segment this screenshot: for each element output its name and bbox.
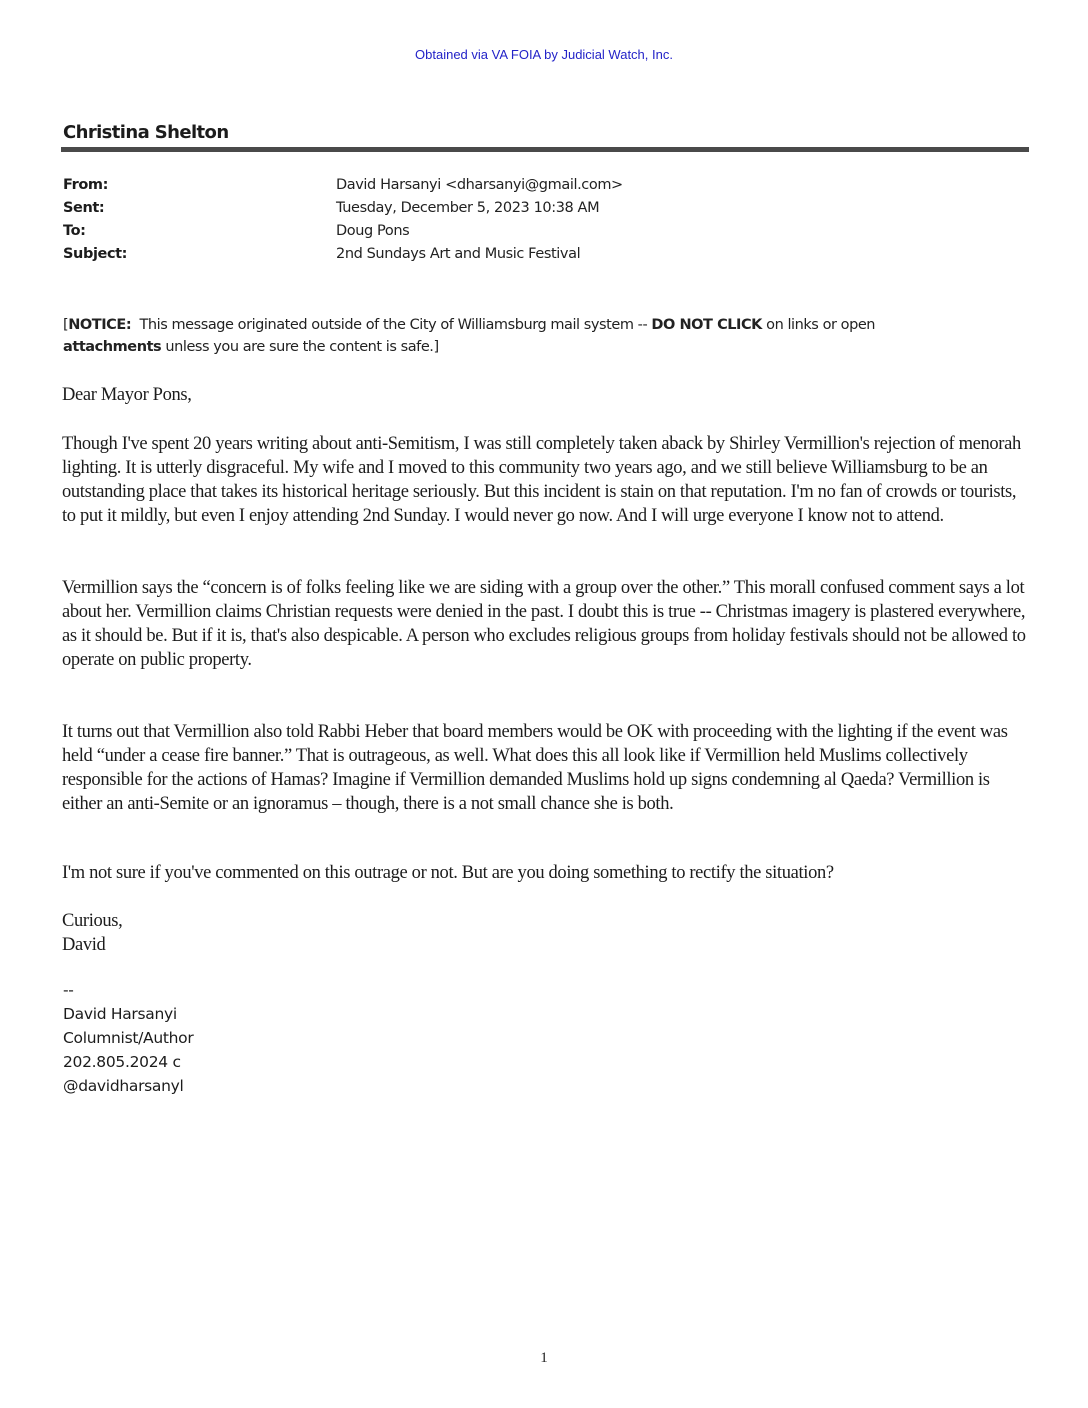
- sent-value: Tuesday, December 5, 2023 10:38 AM: [336, 200, 600, 216]
- mailbox-owner-name: Christina Shelton: [63, 122, 229, 143]
- body-paragraph-2: Vermillion says the “concern is of folks feeling like we are siding with a group over the other.” This morall confused comment says a lot about her. Vermillion claims Christian requests were denied in the past. I doubt this is true -- Christmas imagery is plastered everywhere, as it should be. But if it is, that's also despicable. A person who excludes religious groups from holiday festivals should not be allowed to operate on public property.: [62, 578, 1026, 670]
- closing: Curious,: [62, 911, 123, 931]
- from-row: [63, 174, 1023, 197]
- email-headers: [63, 174, 1023, 266]
- sent-label: Sent:: [63, 200, 105, 216]
- signature-name: David Harsanyi: [63, 1005, 177, 1023]
- page-number: 1: [540, 1350, 548, 1366]
- signature-separator: --: [63, 981, 74, 999]
- to-value: Doug Pons: [336, 223, 410, 239]
- signature-title: Columnist/Author: [63, 1029, 194, 1047]
- from-value: David Harsanyi <dharsanyi@gmail.com>: [336, 177, 623, 193]
- from-label: From:: [63, 177, 108, 193]
- signature-handle: @davidharsanyl: [63, 1077, 184, 1095]
- subject-label: Subject:: [63, 246, 128, 262]
- body-paragraph-1: Though I've spent 20 years writing about anti-Semitism, I was still completely taken aback by Shirley Vermillion's rejection of menorah lighting. It is utterly disgraceful. My wife and I moved to this community two years ago, and we still believe Williamsburg to be an outstanding place that takes its historical heritage seriously. But this incident is stain on that reputation. I'm no fan of crowds or tourists, to put it mildly, but even I enjoy attending 2nd Sunday. I would never go now. And I will urge everyone I know not to attend.: [62, 434, 1021, 526]
- do-not-click-warning: DO NOT CLICK: [651, 317, 762, 333]
- signature-phone: 202.805.2024 c: [63, 1053, 181, 1071]
- subject-value: 2nd Sundays Art and Music Festival: [336, 246, 581, 262]
- to-row: [63, 220, 1023, 243]
- subject-row: [63, 243, 1023, 266]
- email-signature: [63, 978, 193, 1098]
- closing-name: David: [62, 935, 106, 955]
- header-divider: [61, 147, 1029, 152]
- sent-row: [63, 197, 1023, 220]
- greeting: Dear Mayor Pons,: [62, 385, 192, 405]
- body-paragraph-4: I'm not sure if you've commented on this outrage or not. But are you doing something to rectify the situation?: [62, 863, 834, 883]
- foia-watermark: Obtained via VA FOIA by Judicial Watch, Inc.: [415, 47, 673, 62]
- external-mail-notice: [NOTICE: This message originated outside of the City of Williamsburg mail system -- DO NOT CLICK on links or open attachments unless you are sure the content is safe.]: [63, 317, 880, 355]
- body-paragraph-3: It turns out that Vermillion also told Rabbi Heber that board members would be OK with proceeding with the lighting if the event was held “under a cease fire banner.” That is outrageous, as well. What does this all look like if Vermillion held Muslims collectively responsible for the actions of Hamas? Imagine if Vermillion demanded Muslims hold up signs condemning al Qaeda? Vermillion is either an anti-Semite or an ignoramus – though, there is a not small chance she is both.: [62, 722, 1008, 814]
- to-label: To:: [63, 223, 86, 239]
- notice-label: NOTICE:: [68, 317, 132, 333]
